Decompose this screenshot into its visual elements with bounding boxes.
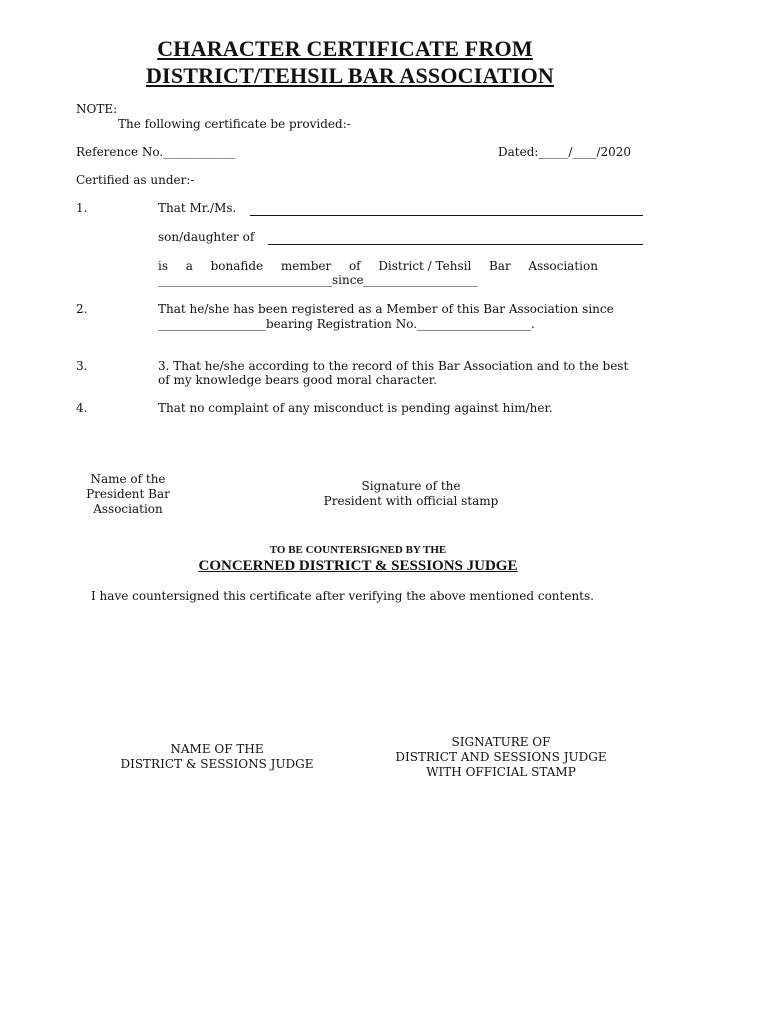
item-3-line-b: of my knowledge bears good moral character. xyxy=(158,373,437,387)
item-1-parent-label: son/daughter of xyxy=(158,230,255,244)
president-signature-block xyxy=(300,479,522,509)
item-2-line-b[interactable]: __________________bearing Registration No.___________________. xyxy=(158,317,535,331)
judge-signature-block xyxy=(380,735,622,780)
word: Bar xyxy=(488,259,511,273)
reference-field[interactable]: Reference No.____________ xyxy=(76,145,236,159)
president-name-block xyxy=(68,472,188,517)
judge-signature-line: SIGNATURE OF xyxy=(451,735,551,749)
item-number-4: 4. xyxy=(76,401,88,415)
item-2-line-a: That he/she has been registered as a Member of this Bar Association since xyxy=(158,302,614,316)
item-1-membership-line xyxy=(158,259,598,274)
title-line-1: CHARACTER CERTIFICATE FROM xyxy=(157,36,533,61)
note-label: NOTE: xyxy=(76,102,118,116)
judge-signature-line: DISTRICT AND SESSIONS JUDGE xyxy=(395,750,607,764)
item-3-line-a: 3. That he/she according to the record of this Bar Association and to the best xyxy=(158,359,629,373)
judge-name-block xyxy=(100,742,334,772)
countersign-text: I have countersigned this certificate after verifying the above mentioned contents. xyxy=(91,589,594,603)
judge-name-line: DISTRICT & SESSIONS JUDGE xyxy=(120,757,314,771)
word: Association xyxy=(528,259,598,273)
countersign-heading: TO BE COUNTERSIGNED BY THE xyxy=(269,544,447,556)
item-1-name-label: That Mr./Ms. xyxy=(158,201,237,215)
title-line-2: DISTRICT/TEHSIL BAR ASSOCIATION xyxy=(145,63,555,88)
president-name-line: President Bar xyxy=(86,487,170,501)
word: District / Tehsil xyxy=(378,259,472,273)
item-4-line-a: That no complaint of any misconduct is pending against him/her. xyxy=(158,401,553,415)
item-number-2: 2. xyxy=(76,302,88,316)
word: member xyxy=(280,259,332,273)
judge-name-line: NAME OF THE xyxy=(170,742,264,756)
certified-label: Certified as under:- xyxy=(76,173,195,187)
name-blank-line[interactable] xyxy=(250,215,643,216)
president-name-line: Association xyxy=(93,502,163,516)
word: bonafide xyxy=(210,259,264,273)
parent-blank-line[interactable] xyxy=(268,244,643,245)
president-name-line: Name of the xyxy=(90,472,166,486)
item-number-1: 1. xyxy=(76,201,88,215)
word: of xyxy=(348,259,361,273)
word: a xyxy=(185,259,193,273)
dated-field[interactable]: Dated:_____/____/2020 xyxy=(498,145,632,159)
item-number-3: 3. xyxy=(76,359,88,373)
judge-signature-line: WITH OFFICIAL STAMP xyxy=(426,765,576,779)
note-text: The following certificate be provided:- xyxy=(118,117,351,131)
word: is xyxy=(158,259,168,273)
president-signature-line: Signature of the xyxy=(361,479,461,493)
president-signature-line: President with official stamp xyxy=(323,494,499,508)
item-1-since-line[interactable]: _____________________________since___________________ xyxy=(158,273,478,287)
countersign-subheading: CONCERNED DISTRICT & SESSIONS JUDGE xyxy=(198,558,518,574)
